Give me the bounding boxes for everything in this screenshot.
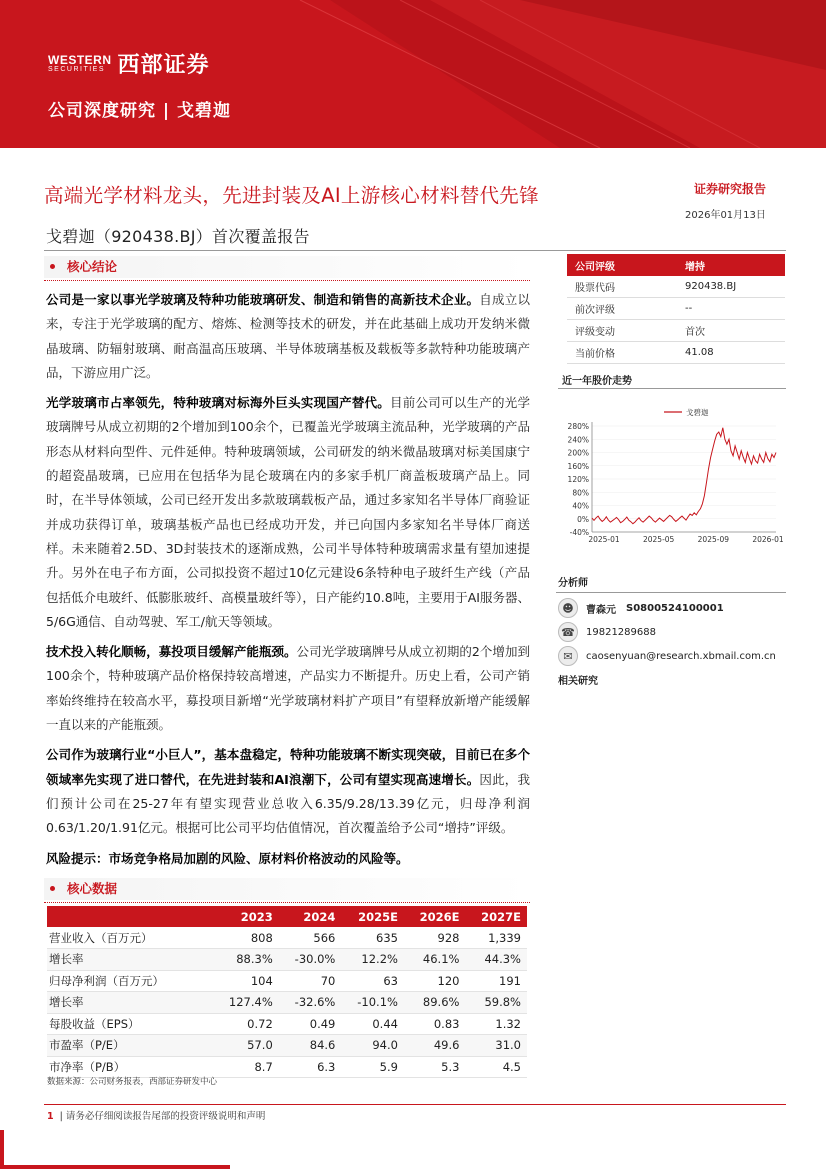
y-tick-label: 120% [567, 475, 589, 484]
table-cell: 1.32 [465, 1013, 527, 1035]
corner-decoration [0, 1165, 230, 1169]
related-research-heading: 相关研究 [558, 676, 598, 687]
rating-row: 评级变动 首次 [567, 320, 785, 342]
table-cell: 0.44 [341, 1013, 404, 1035]
email-icon: ✉ [558, 646, 578, 666]
company-logo [48, 48, 210, 79]
table-cell: 6.3 [279, 1056, 342, 1078]
table-row [47, 970, 527, 992]
page-number: 1 [47, 1111, 54, 1122]
table-cell: 928 [404, 927, 466, 949]
section-core-data: 核心数据 [44, 878, 530, 900]
rating-header: 公司评级 增持 [567, 254, 785, 276]
data-source: 数据来源：公司财务报表，西部证券研发中心 [47, 1077, 218, 1087]
table-cell: 1,339 [465, 927, 527, 949]
corner-decoration [0, 1130, 4, 1169]
y-tick-label: 0% [577, 514, 589, 524]
table-cell: 46.1% [404, 949, 466, 971]
chart-title: 近一年股价走势 [562, 376, 632, 387]
table-header-row: 2023 2024 2025E 2026E 2027E [47, 906, 527, 927]
table-cell: 8.7 [212, 1056, 279, 1078]
y-tick-label: 160% [567, 461, 589, 471]
y-tick-label: -40% [569, 528, 589, 537]
analyst-email-row [558, 646, 776, 666]
y-tick-label: 240% [567, 435, 589, 445]
table-cell: 89.6% [404, 992, 466, 1014]
table-cell: 5.3 [404, 1056, 466, 1078]
table-cell: -10.1% [341, 992, 404, 1014]
table-cell: 0.72 [212, 1013, 279, 1035]
table-cell: 57.0 [212, 1035, 279, 1057]
report-date: 2026年01月13日 [685, 210, 766, 221]
table-cell: 191 [465, 970, 527, 992]
banner-title: 公司深度研究 | 戈碧迦 [48, 101, 232, 121]
bullet-icon [50, 886, 55, 891]
row-label: 市盈率（P/E） [47, 1035, 212, 1057]
table-row [47, 1035, 527, 1057]
row-label: 增长率 [47, 949, 212, 971]
table-cell: -32.6% [279, 992, 342, 1014]
y-tick-label: 280% [567, 422, 589, 431]
table-row [47, 927, 527, 949]
analyst-name-row [558, 598, 724, 618]
x-tick-label: 2025-09 [697, 535, 730, 544]
row-label: 增长率 [47, 992, 212, 1014]
table-cell: 94.0 [341, 1035, 404, 1057]
table-row [47, 992, 527, 1014]
y-tick-label: 40% [572, 501, 589, 511]
row-label: 营业收入（百万元） [47, 927, 212, 949]
paragraph: 公司是一家以事光学玻璃及特种功能玻璃研发、制造和销售的高新技术企业。自成立以来，专注于光学玻璃的配方、熔炼、检测等技术的研发，并在此基础上成功开发纳米微晶玻璃、防辐射玻璃、耐高温高压玻璃、半导体玻璃基板及载板等多款特种功能玻璃产品，下游应用广泛。 [46, 292, 530, 380]
analyst-phone-row [558, 622, 656, 642]
y-tick-label: 80% [572, 488, 589, 498]
table-cell: 120 [404, 970, 466, 992]
footer-disclaimer: | 请务必仔细阅读报告尾部的投资评级说明和声明 [59, 1111, 266, 1122]
financial-data-table [47, 906, 527, 1078]
table-cell: 63 [341, 970, 404, 992]
legend-label: 戈碧迦 [686, 408, 709, 417]
paragraph: 光学玻璃市占率领先，特种玻璃对标海外巨头实现国产替代。目前公司可以生产的光学玻璃牌号从成立初期的2个增加到100余个，已覆盖光学玻璃主流品种，光学玻璃的产品形态从材料向型件、元件延伸。特种玻璃领域，公司研发的纳米微晶玻璃对标美国康宁的超瓷晶玻璃，已应用在包括华为昆仑玻璃在内的多家手机厂商盖板玻璃产品上。同时，在半导体领域，公司已经开发出多款玻璃载板产品，通过多家知名半导体厂商验证并成功获得订单，玻璃基板产品也已经成功开发，并已向国内多家知名半导体厂商送样。未来随着2.5D、3D封装技术的逐渐成熟，公司半导体特种玻璃需求量有望加速提升。另外在电子布方面，公司拟投资不超过10亿元建设6条特种电子玻纤生产线（产品包括低介电玻纤、低膨胀玻纤、高模量玻纤等），日产能约10.8吨，主要用于AI服务器、5/6G通信、自动驾驶、军工/航天等领域。 [46, 395, 530, 629]
report-title: 高端光学材料龙头，先进封装及AI上游核心材料替代先锋 [44, 184, 539, 207]
price-series-line [592, 428, 776, 524]
bullet-icon [50, 264, 55, 269]
analyst-phone: 19821289688 [586, 626, 656, 638]
table-cell: 0.83 [404, 1013, 466, 1035]
analyst-license: S0800524100001 [626, 602, 724, 614]
rating-row: 前次评级 -- [567, 298, 785, 320]
analyst-name: 曹森元 [586, 604, 616, 616]
table-cell: 31.0 [465, 1035, 527, 1057]
row-label: 归母净利润（百万元） [47, 970, 212, 992]
price-chart-svg [560, 386, 786, 546]
x-tick-label: 2026-01 [752, 535, 784, 544]
table-row [47, 1013, 527, 1035]
table-cell: 127.4% [212, 992, 279, 1014]
dotted-rule [44, 280, 530, 281]
table-cell: 808 [212, 927, 279, 949]
logo-chinese: 西部证券 [117, 53, 210, 78]
analyst-heading: 分析师 [558, 578, 588, 589]
rating-row: 股票代码 920438.BJ [567, 276, 785, 298]
report-type: 证券研究报告 [694, 182, 767, 196]
phone-icon: ☎ [558, 622, 578, 642]
x-tick-label: 2025-01 [588, 535, 620, 544]
table-cell: 88.3% [212, 949, 279, 971]
table-cell: 0.49 [279, 1013, 342, 1035]
analyst-email[interactable]: caosenyuan@research.xbmail.com.cn [586, 650, 776, 662]
section-core-conclusion: 核心结论 [44, 256, 530, 278]
paragraph: 公司作为玻璃行业“小巨人”，基本盘稳定，特种功能玻璃不断实现突破，目前已在多个领域率先实现了进口替代，在先进封装和AI浪潮下，公司有望实现高速增长。因此，我们预计公司在25-27年有望实现营业总收入6.35/9.28/13.39亿元，归母净利润0.63/1.20/1.91亿元。根据可比公司平均估值情况，首次覆盖给予公司“增持”评级。 [46, 747, 530, 836]
divider [44, 250, 786, 251]
table-cell: 49.6 [404, 1035, 466, 1057]
table-cell: 70 [279, 970, 342, 992]
person-icon: ☻ [558, 598, 578, 618]
table-cell: 635 [341, 927, 404, 949]
footer-rule [44, 1104, 786, 1105]
table-cell: 5.9 [341, 1056, 404, 1078]
footer [47, 1108, 265, 1122]
logo-english: WESTERN SECURITIES [48, 52, 112, 73]
table-cell: 104 [212, 970, 279, 992]
table-cell: 566 [279, 927, 342, 949]
rating-row: 当前价格 41.08 [567, 342, 785, 364]
core-conclusion-text [46, 288, 530, 877]
rating-table [567, 254, 785, 364]
x-tick-label: 2025-05 [642, 535, 675, 544]
report-subtitle: 戈碧迦（920438.BJ）首次覆盖报告 [46, 227, 310, 246]
header-banner [0, 0, 826, 148]
row-label: 市净率（P/B） [47, 1056, 212, 1078]
table-cell: 12.2% [341, 949, 404, 971]
risk-warning: 风险提示：市场竞争格局加剧的风险、原材料价格波动的风险等。 [46, 850, 409, 866]
table-cell: -30.0% [279, 949, 342, 971]
table-cell: 84.6 [279, 1035, 342, 1057]
table-cell: 4.5 [465, 1056, 527, 1078]
analyst-rule [556, 592, 786, 593]
row-label: 每股收益（EPS） [47, 1013, 212, 1035]
table-cell: 44.3% [465, 949, 527, 971]
price-chart [560, 386, 786, 546]
dotted-rule [44, 902, 530, 903]
y-tick-label: 200% [567, 448, 589, 458]
paragraph: 技术投入转化顺畅，募投项目缓解产能瓶颈。公司光学玻璃牌号从成立初期的2个增加到100余个，特种玻璃产品价格保持较高增速，产品实力不断提升。历史上看，公司产销率始终维持在较高水平，募投项目新增“光学玻璃材料扩产项目”有望释放新增产能缓解一直以来的产能瓶颈。 [46, 644, 530, 733]
table-row [47, 949, 527, 971]
table-cell: 59.8% [465, 992, 527, 1014]
